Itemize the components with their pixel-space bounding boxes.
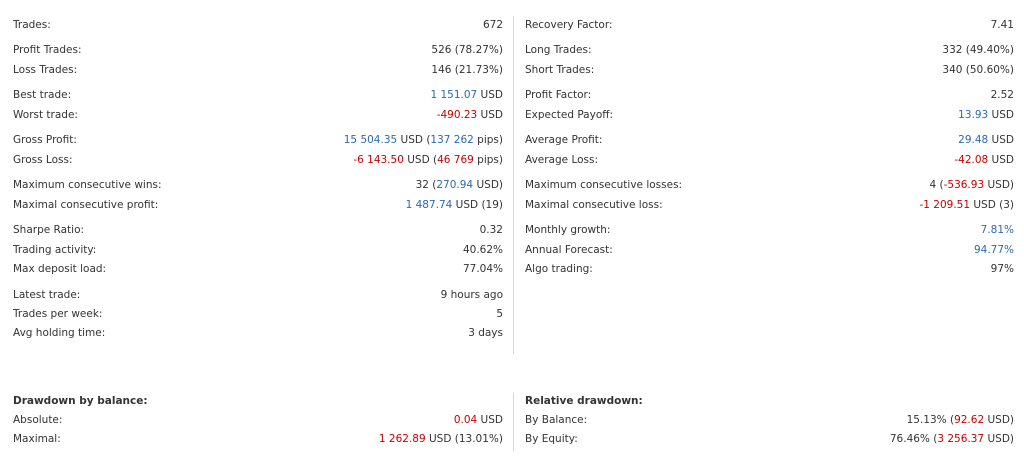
stat-label: Best trade: <box>13 89 72 102</box>
stat-value: 0.32 <box>479 224 503 237</box>
stat-annual-forecast <box>525 240 1014 259</box>
stat-sharpe-ratio <box>13 221 503 240</box>
stat-value: 340 (50.60%) <box>942 63 1014 76</box>
stat-value: -490.23 USD <box>436 108 503 121</box>
stat-loss-trades <box>13 60 503 79</box>
stat-label: Algo trading: <box>525 262 593 275</box>
stat-gross-loss <box>13 150 503 169</box>
stat-max-deposit-load <box>13 259 503 278</box>
stat-value: 146 (21.73%) <box>431 63 503 76</box>
stat-gross-profit <box>13 131 503 150</box>
stat-label: Trades: <box>13 18 51 31</box>
column-divider-bottom <box>513 393 514 451</box>
stat-max-consecutive-loss <box>525 195 1014 214</box>
stat-value: 77.04% <box>462 262 503 275</box>
stat-value: 0.04 USD <box>453 413 503 426</box>
stat-value: 332 (49.40%) <box>942 44 1014 57</box>
stat-label: Maximum consecutive wins: <box>13 179 162 192</box>
stat-profit-factor <box>525 86 1014 105</box>
stat-label: Latest trade: <box>13 288 81 301</box>
stat-relative-by-equity <box>525 430 1014 449</box>
stat-trades <box>13 15 503 34</box>
stat-value: 2.52 <box>990 89 1014 102</box>
stat-avg-holding-time <box>13 324 503 343</box>
stat-label: Profit Trades: <box>13 44 82 57</box>
stat-label: Avg holding time: <box>13 327 106 340</box>
drawdown-title: Drawdown by balance: <box>13 394 148 407</box>
column-divider <box>513 16 514 354</box>
relative-drawdown-section <box>525 391 1014 449</box>
stat-average-loss <box>525 150 1014 169</box>
stat-max-consecutive-losses <box>525 176 1014 195</box>
stats-left-column <box>13 15 503 343</box>
stat-label: By Equity: <box>525 433 578 446</box>
stat-label: Monthly growth: <box>525 224 611 237</box>
stat-label: Gross Profit: <box>13 134 77 147</box>
stat-value: 15 504.35 USD (137 262 pips) <box>343 134 503 147</box>
stat-value: 526 (78.27%) <box>431 44 503 57</box>
stat-expected-payoff <box>525 105 1014 124</box>
stat-value: 13.93 USD <box>958 108 1014 121</box>
stat-value: 7.41 <box>990 18 1014 31</box>
stat-label: By Balance: <box>525 413 588 426</box>
stat-profit-trades <box>13 41 503 60</box>
stat-relative-by-balance <box>525 410 1014 429</box>
stat-algo-trading <box>525 259 1014 278</box>
stat-value: -6 143.50 USD (46 769 pips) <box>353 153 503 166</box>
stat-value: 672 <box>482 18 503 31</box>
stat-label: Gross Loss: <box>13 153 73 166</box>
stat-average-profit <box>525 131 1014 150</box>
stat-label: Sharpe Ratio: <box>13 224 85 237</box>
stat-label: Worst trade: <box>13 108 78 121</box>
stat-value: -42.08 USD <box>954 153 1014 166</box>
stat-short-trades <box>525 60 1014 79</box>
section-header <box>525 391 1014 410</box>
stat-monthly-growth <box>525 221 1014 240</box>
stat-label: Expected Payoff: <box>525 108 614 121</box>
stats-right-column <box>525 15 1014 279</box>
stat-label: Average Profit: <box>525 134 603 147</box>
stat-value: 29.48 USD <box>958 134 1014 147</box>
stat-label: Short Trades: <box>525 63 595 76</box>
stat-value: 32 (270.94 USD) <box>415 179 503 192</box>
drawdown-by-balance-section <box>13 391 503 449</box>
stat-best-trade <box>13 86 503 105</box>
stat-value: 15.13% (92.62 USD) <box>906 413 1014 426</box>
relative-drawdown-title: Relative drawdown: <box>525 394 643 407</box>
stat-drawdown-maximal <box>13 430 503 449</box>
stat-trading-activity <box>13 240 503 259</box>
stat-trades-per-week <box>13 304 503 323</box>
stat-value: 4 (-536.93 USD) <box>929 179 1014 192</box>
stat-label: Absolute: <box>13 413 63 426</box>
stat-value: 76.46% (3 256.37 USD) <box>889 433 1014 446</box>
stat-label: Maximal consecutive loss: <box>525 198 663 211</box>
stat-label: Maximal consecutive profit: <box>13 198 159 211</box>
stat-long-trades <box>525 41 1014 60</box>
stat-label: Trades per week: <box>13 307 103 320</box>
stat-recovery-factor <box>525 15 1014 34</box>
stat-value: 1 487.74 USD (19) <box>405 198 503 211</box>
stat-value: 94.77% <box>973 243 1014 256</box>
stat-label: Loss Trades: <box>13 63 78 76</box>
stat-label: Average Loss: <box>525 153 599 166</box>
stat-value: 1 262.89 USD (13.01%) <box>378 433 503 446</box>
stat-label: Maximum consecutive losses: <box>525 179 683 192</box>
stat-value: 40.62% <box>462 243 503 256</box>
stat-worst-trade <box>13 105 503 124</box>
stat-max-consecutive-profit <box>13 195 503 214</box>
stat-value: 3 days <box>468 327 503 340</box>
stat-max-consecutive-wins <box>13 176 503 195</box>
stat-value: 1 151.07 USD <box>430 89 503 102</box>
stat-value: 5 <box>496 307 503 320</box>
stat-label: Maximal: <box>13 433 61 446</box>
stat-latest-trade <box>13 285 503 304</box>
stat-value: 9 hours ago <box>440 288 503 301</box>
stat-value: 97% <box>990 262 1014 275</box>
stat-label: Trading activity: <box>13 243 97 256</box>
stat-value: -1 209.51 USD (3) <box>919 198 1014 211</box>
stat-label: Profit Factor: <box>525 89 592 102</box>
section-header <box>13 391 503 410</box>
stat-label: Recovery Factor: <box>525 18 613 31</box>
stat-value: 7.81% <box>980 224 1014 237</box>
stat-drawdown-absolute <box>13 410 503 429</box>
stat-label: Long Trades: <box>525 44 592 57</box>
stat-label: Max deposit load: <box>13 262 107 275</box>
stat-label: Annual Forecast: <box>525 243 613 256</box>
